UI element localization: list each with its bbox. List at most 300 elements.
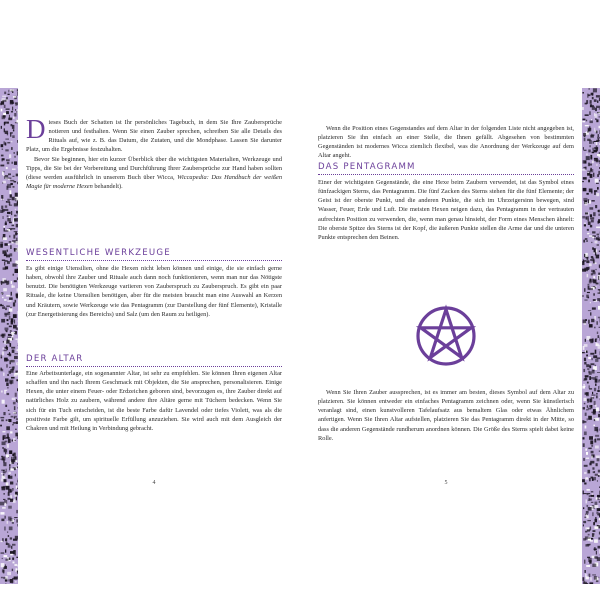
speckle (587, 274, 589, 277)
speckle (2, 250, 6, 253)
speckle (594, 158, 598, 159)
speckle (6, 419, 8, 421)
speckle (11, 124, 13, 126)
speckle (596, 551, 597, 555)
speckle (590, 440, 593, 444)
right-intro-block (318, 124, 574, 161)
speckle (587, 557, 590, 558)
speckle (586, 153, 587, 155)
speckle (592, 97, 594, 99)
speckle (8, 506, 12, 509)
speckle (589, 495, 590, 496)
speckle (4, 280, 7, 283)
speckle (2, 96, 6, 98)
speckle (596, 183, 599, 184)
speckle (12, 169, 16, 170)
speckle (0, 425, 2, 427)
speckle (4, 555, 8, 557)
speckle (592, 152, 595, 154)
speckle (591, 119, 592, 120)
speckle (591, 491, 594, 492)
speckle (590, 302, 591, 303)
speckle (587, 382, 589, 384)
speckle (588, 284, 590, 286)
speckle (9, 466, 10, 470)
speckle (588, 219, 589, 222)
speckle (593, 173, 594, 177)
speckle (5, 549, 6, 552)
speckle (586, 515, 589, 518)
speckle (9, 202, 11, 206)
closing-paragraph: Wenn Sie Ihren Zauber aussprechen, ist es immer am besten, dieses Symbol auf dem Altar zu platzieren. Sie können entweder ein einfaches Pentagramm zeichnen oder, wenn Sie künstlerisch veranlagt sind, einen kunstvolleren Tafelaufsatz aus bemaltem Glas oder etwas Ähnlichem anfertigen. Wenn Sie Ihren Altar aufstellen, platzieren Sie das Pentagramm direkt in der Mitte, so dass die anderen Gegenstände rundherum anordnen können. Die Größe des Sterns spielt dabei keine Rolle. (318, 389, 574, 442)
speckle (587, 418, 588, 420)
speckle (15, 300, 17, 303)
speckle (587, 520, 591, 521)
speckle (595, 384, 596, 386)
speckle (585, 426, 587, 429)
speckle (7, 393, 10, 395)
speckle (5, 139, 9, 140)
speckle (592, 231, 595, 233)
speckle (596, 119, 598, 122)
speckle (591, 134, 592, 138)
speckle (586, 240, 588, 242)
speckle (4, 391, 5, 394)
speckle (586, 193, 588, 195)
speckle (590, 577, 591, 581)
speckle (586, 355, 588, 357)
speckle (7, 162, 10, 164)
speckle (590, 527, 591, 531)
speckle (596, 395, 598, 398)
speckle (11, 147, 13, 150)
speckle (6, 454, 9, 457)
speckle (589, 436, 593, 440)
speckle (592, 467, 594, 469)
speckle (13, 402, 16, 405)
speckle (3, 226, 5, 228)
speckle (586, 156, 590, 160)
speckle (0, 417, 4, 418)
speckle (596, 255, 599, 259)
speckle (12, 240, 13, 242)
speckle (583, 320, 587, 324)
speckle (9, 235, 10, 237)
speckle (11, 360, 15, 363)
speckle (10, 194, 12, 197)
speckle (15, 198, 17, 201)
speckle (0, 165, 4, 167)
speckle (598, 236, 599, 237)
speckle (4, 92, 6, 95)
speckle (12, 488, 13, 491)
speckle (586, 511, 589, 514)
speckle (594, 388, 596, 391)
speckle (585, 103, 588, 105)
speckle (10, 551, 14, 554)
speckle (588, 310, 591, 311)
speckle (589, 365, 591, 368)
speckle (583, 437, 585, 439)
speckle (6, 159, 10, 161)
speckle (591, 358, 592, 360)
speckle (1, 487, 4, 489)
speckle (4, 122, 5, 126)
speckle (4, 527, 5, 531)
intro-paragraph-2 (26, 155, 282, 192)
speckle (1, 206, 3, 209)
speckle (12, 350, 15, 353)
speckle (3, 412, 5, 415)
speckle (585, 253, 588, 257)
speckle (594, 556, 598, 559)
speckle (10, 133, 11, 137)
speckle (16, 484, 17, 485)
speckle (3, 373, 4, 376)
speckle (13, 453, 15, 456)
speckle (587, 505, 589, 507)
speckle (13, 186, 15, 187)
speckle (1, 101, 4, 105)
speckle (10, 253, 13, 256)
speckle (17, 140, 18, 143)
speckle (17, 388, 18, 391)
speckle (8, 173, 11, 175)
speckle (582, 295, 584, 296)
speckle (11, 460, 14, 464)
speckle (2, 306, 5, 309)
heading-underline (318, 174, 574, 175)
speckle (1, 126, 2, 129)
speckle (582, 386, 585, 389)
speckle (4, 350, 7, 352)
speckle (588, 357, 591, 359)
speckle (12, 398, 16, 400)
speckle (584, 403, 586, 405)
speckle (17, 463, 18, 465)
speckle (586, 295, 589, 298)
speckle (12, 578, 15, 579)
heading-tools: WESENTLICHE WERKZEUGE (26, 248, 171, 258)
speckle (592, 392, 593, 394)
speckle (11, 332, 15, 333)
speckle (596, 193, 599, 196)
speckle (1, 283, 2, 285)
speckle (12, 367, 15, 371)
speckle (11, 242, 13, 244)
speckle (14, 181, 17, 183)
speckle (592, 148, 593, 151)
speckle (591, 220, 594, 223)
page-number-left: 4 (152, 480, 156, 486)
speckle (15, 440, 16, 441)
speckle (597, 100, 598, 103)
speckle (5, 142, 7, 145)
speckle (10, 499, 13, 502)
speckle (15, 269, 19, 273)
speckle (13, 412, 16, 413)
speckle (587, 131, 589, 132)
speckle (594, 526, 598, 529)
speckle (595, 376, 598, 377)
speckle (16, 224, 18, 228)
speckle (584, 362, 586, 365)
speckle (594, 327, 596, 329)
speckle (595, 474, 598, 476)
speckle (1, 155, 4, 157)
speckle (8, 535, 9, 537)
speckle (16, 557, 18, 558)
speckle (11, 228, 15, 229)
heading-pentagram: DAS PENTAGRAMM (318, 162, 416, 172)
speckle (18, 539, 19, 541)
speckle (13, 314, 17, 318)
speckle (5, 378, 9, 381)
speckle (593, 259, 595, 263)
speckle (588, 507, 592, 511)
speckle (12, 135, 15, 138)
speckle (16, 293, 18, 296)
speckle (7, 521, 8, 524)
speckle (11, 318, 14, 322)
speckle (587, 529, 590, 531)
speckle (15, 339, 18, 340)
speckle-texture (582, 88, 600, 584)
speckle (585, 238, 588, 239)
speckle (17, 109, 18, 113)
speckle (9, 222, 12, 224)
speckle (592, 307, 596, 309)
speckle (589, 405, 592, 407)
speckle (583, 538, 586, 541)
speckle (587, 405, 588, 408)
speckle (584, 138, 586, 141)
speckle (596, 227, 600, 229)
speckle (14, 554, 16, 555)
speckle (5, 539, 7, 541)
speckle (583, 398, 586, 401)
speckle (4, 516, 6, 519)
speckle (587, 537, 590, 538)
speckle (8, 410, 9, 411)
speckle (11, 111, 13, 113)
speckle (585, 527, 589, 529)
speckle (594, 113, 595, 116)
speckle (14, 373, 18, 376)
speckle (13, 562, 15, 564)
speckle (596, 131, 598, 134)
speckle (8, 179, 9, 180)
speckle (5, 122, 9, 124)
speckle (3, 436, 5, 440)
speckle (16, 399, 17, 402)
speckle (2, 351, 4, 355)
speckle (5, 452, 6, 454)
speckle (587, 369, 589, 370)
speckle (17, 89, 18, 91)
speckle (9, 367, 10, 368)
speckle (17, 182, 18, 184)
speckle (6, 201, 8, 203)
speckle (590, 363, 594, 365)
speckle (17, 326, 18, 327)
speckle (1, 357, 2, 359)
speckle (14, 320, 15, 324)
speckle (1, 319, 5, 323)
speckle (17, 92, 18, 96)
speckle (14, 231, 18, 232)
speckle (585, 392, 589, 394)
speckle (6, 306, 10, 307)
speckle (590, 312, 591, 315)
speckle (586, 577, 589, 580)
speckle (593, 212, 596, 216)
speckle (2, 447, 3, 449)
speckle (596, 140, 600, 142)
speckle (589, 111, 591, 115)
speckle (7, 433, 9, 437)
speckle (9, 241, 12, 243)
speckle (13, 422, 17, 423)
speckle (595, 350, 597, 354)
speckle (585, 574, 587, 577)
speckle (15, 353, 18, 354)
speckle (5, 149, 8, 151)
speckle (8, 472, 11, 473)
speckle (17, 488, 18, 489)
speckle (592, 564, 596, 567)
speckle (584, 560, 585, 564)
speckle (586, 452, 588, 455)
speckle (12, 286, 15, 288)
speckle (597, 321, 598, 325)
speckle (591, 270, 595, 273)
speckle (10, 360, 11, 364)
speckle (592, 534, 593, 538)
speckle (582, 216, 585, 219)
speckle (9, 312, 11, 313)
speckle (13, 456, 17, 460)
speckle (593, 471, 595, 473)
speckle (16, 362, 18, 365)
pentagram-symbol (414, 304, 478, 368)
speckle (9, 558, 11, 560)
speckle (594, 99, 597, 102)
speckle (590, 540, 593, 541)
speckle (15, 581, 17, 582)
speckle (594, 427, 598, 431)
speckle (15, 536, 18, 539)
speckle (598, 335, 600, 338)
speckle (596, 497, 598, 499)
speckle (14, 219, 17, 221)
speckle (5, 209, 9, 211)
speckle (3, 499, 6, 500)
speckle (583, 384, 585, 386)
speckle (598, 134, 599, 137)
speckle (12, 176, 14, 177)
speckle (6, 111, 9, 114)
heading-altar: DER ALTAR (26, 354, 84, 364)
speckle (0, 305, 4, 306)
speckle (9, 371, 11, 374)
speckle (14, 280, 17, 282)
speckle (590, 100, 592, 104)
speckle (7, 387, 8, 389)
speckle (585, 114, 589, 116)
speckle (591, 319, 594, 322)
speckle (589, 263, 592, 266)
speckle (4, 313, 8, 315)
speckle (16, 496, 17, 500)
speckle (4, 347, 8, 349)
speckle (584, 224, 586, 226)
speckle (595, 179, 599, 183)
speckle (595, 446, 599, 449)
speckle (593, 355, 597, 358)
pentagram-block (318, 178, 574, 242)
speckle (585, 570, 586, 573)
speckle (9, 308, 12, 312)
speckle (594, 128, 595, 132)
speckle (10, 343, 12, 347)
speckle (9, 297, 13, 300)
speckle (2, 334, 6, 337)
speckle (588, 534, 590, 536)
speckle (586, 260, 589, 263)
speckle (595, 339, 597, 342)
speckle (8, 90, 9, 93)
speckle (9, 464, 10, 466)
speckle-texture (0, 88, 18, 584)
speckle (588, 399, 592, 403)
speckle (589, 582, 593, 584)
speckle (596, 456, 600, 459)
speckle (583, 507, 584, 509)
speckle (5, 230, 9, 232)
speckle (9, 450, 12, 454)
speckle (2, 442, 6, 446)
speckle (3, 216, 4, 219)
speckle (12, 558, 14, 560)
speckle (11, 457, 12, 460)
speckle (590, 157, 592, 160)
speckle (6, 295, 10, 297)
speckle (591, 377, 593, 379)
heading-underline (26, 260, 282, 261)
speckle (7, 374, 9, 376)
speckle (591, 502, 593, 503)
speckle (7, 319, 9, 321)
speckle (593, 438, 594, 439)
speckle (9, 154, 11, 158)
speckle (591, 200, 594, 202)
speckle (584, 288, 586, 292)
speckle (11, 141, 13, 142)
speckle (597, 244, 599, 246)
speckle (590, 353, 594, 355)
speckle (11, 162, 13, 164)
speckle (0, 210, 3, 213)
speckle (17, 340, 18, 343)
speckle (3, 175, 5, 176)
speckle (17, 311, 18, 314)
speckle (4, 448, 6, 451)
speckle (1, 391, 2, 393)
speckle (596, 146, 598, 147)
speckle (11, 347, 15, 349)
speckle (589, 339, 593, 342)
